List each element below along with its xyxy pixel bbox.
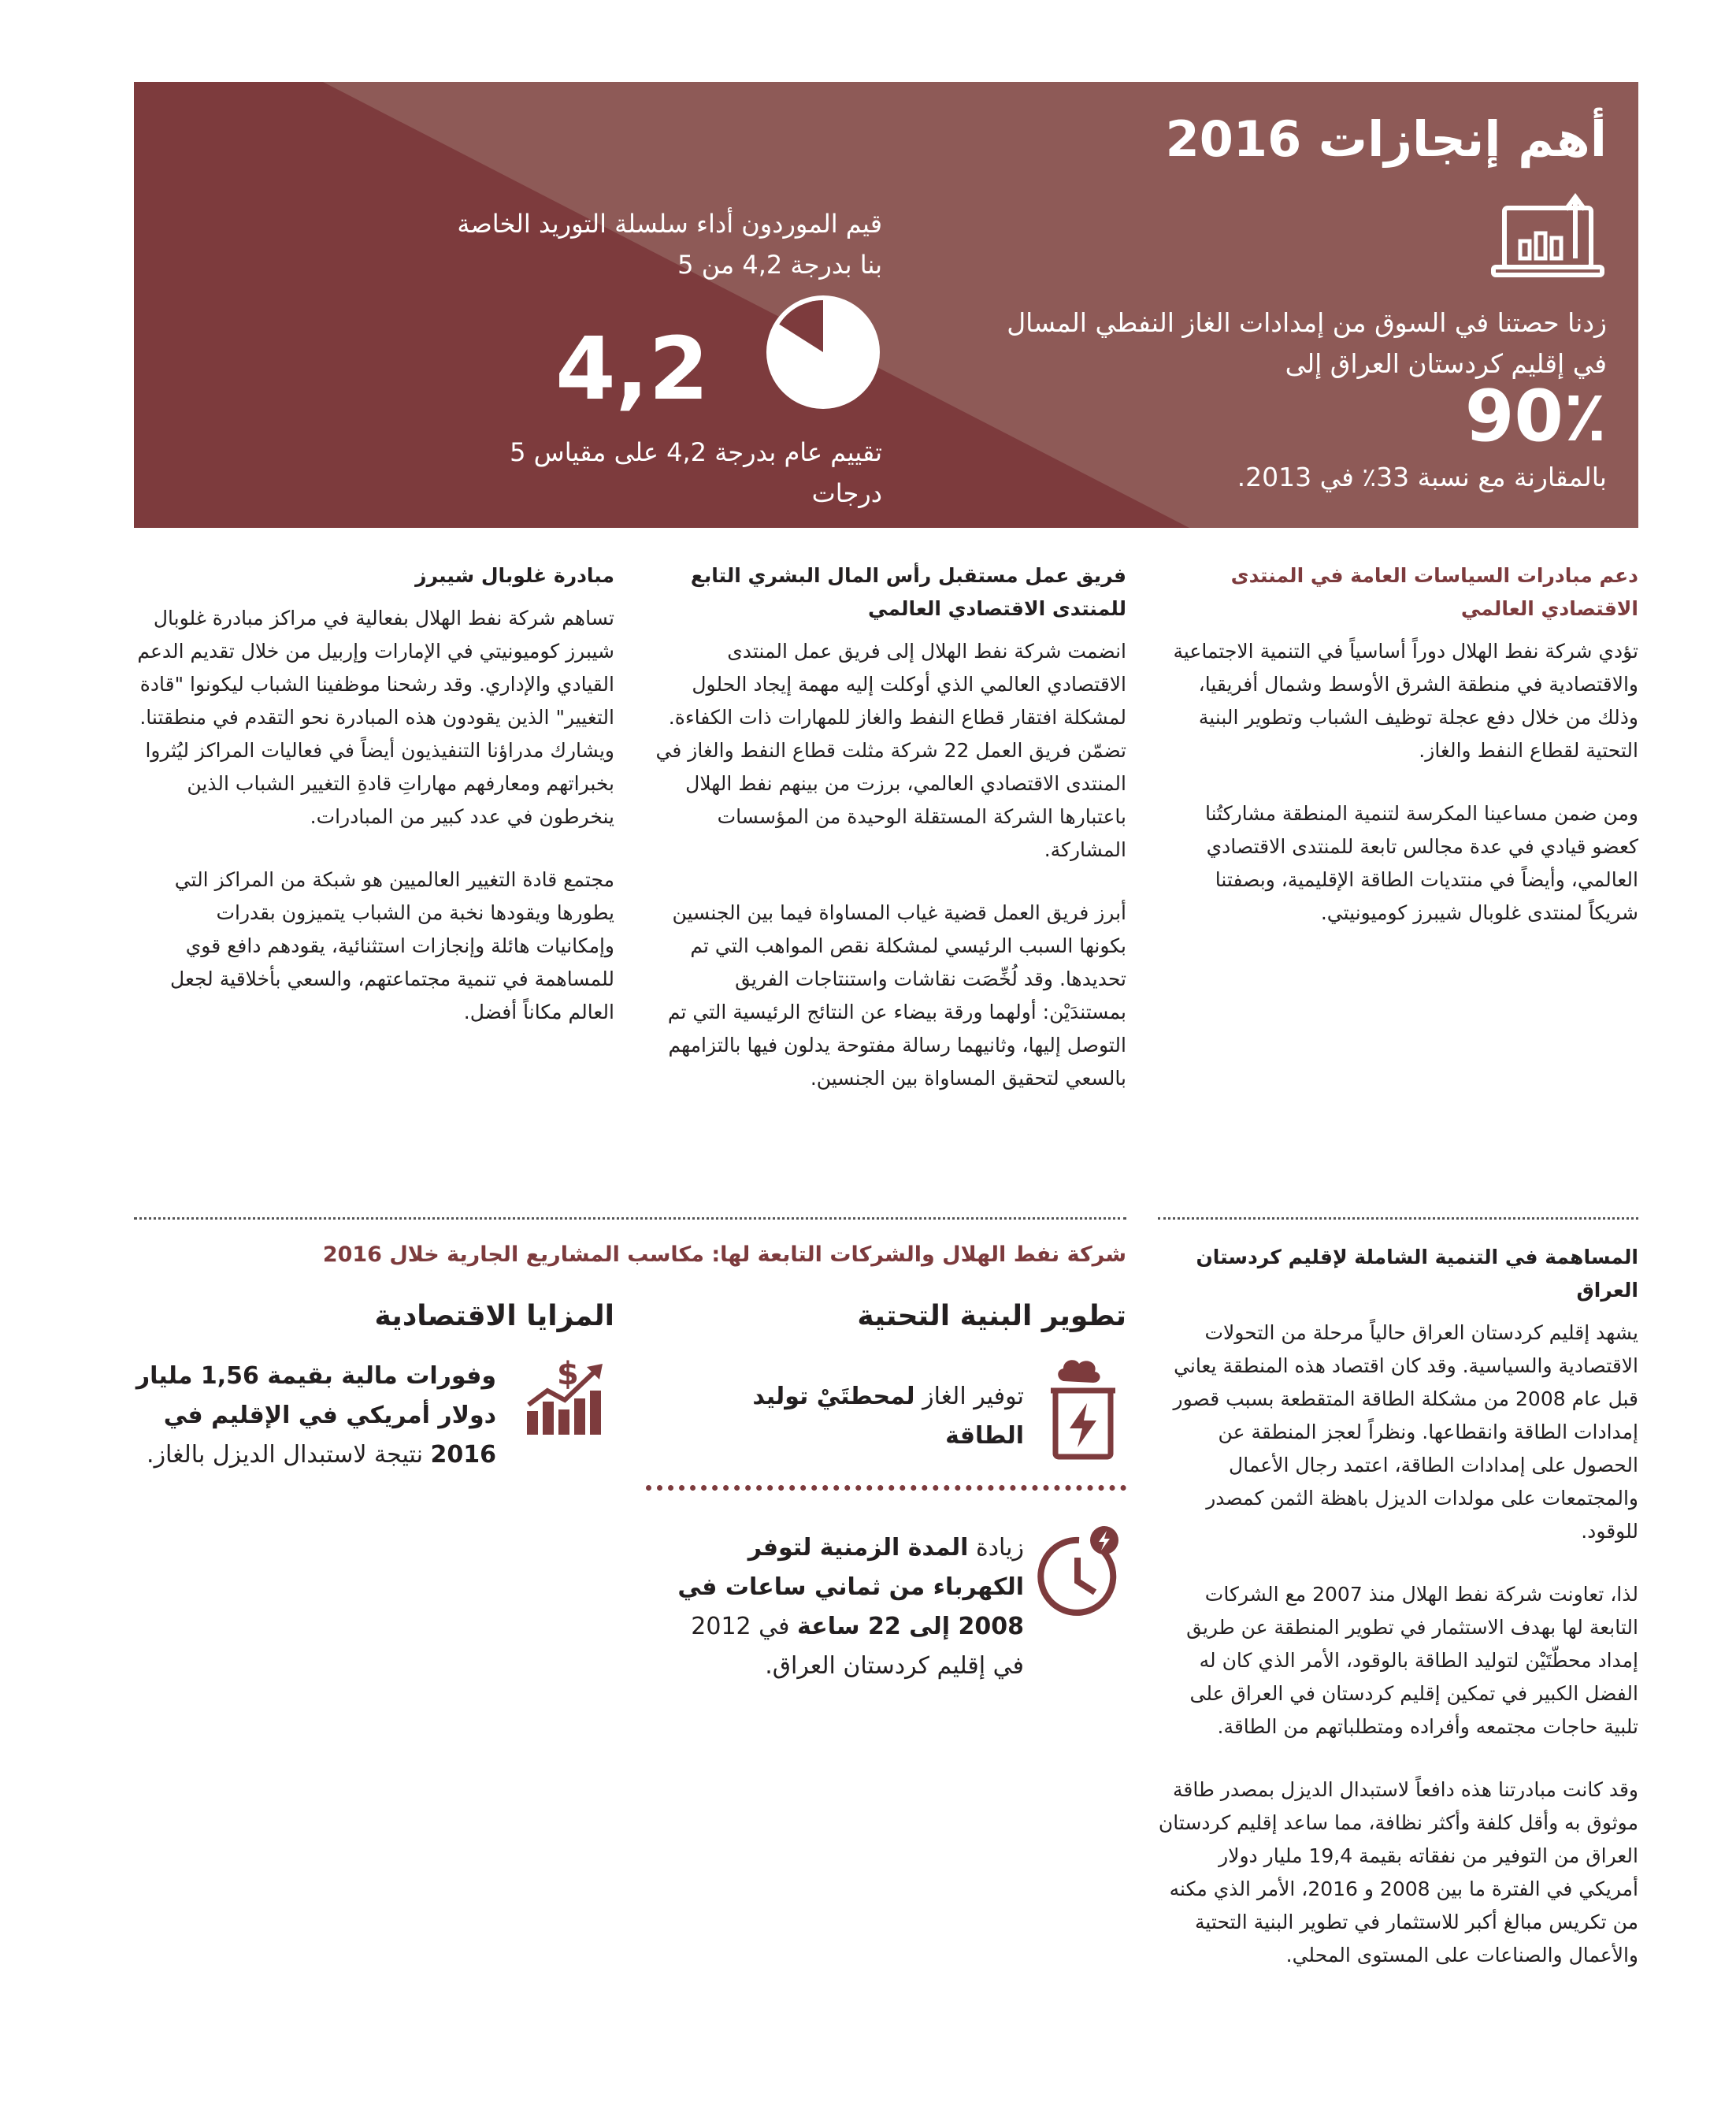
- electricity-hours-a: زيادة: [968, 1534, 1024, 1562]
- global-shapers-paragraph-2: مجتمع قادة التغيير العالميين هو شبكة من المراكز التي يطورها ويقودها نخبة من الشباب يتميزون بقدرات وإمكانيات هائلة وإنجازات استثنائية، يقودهم دافع قوي للمساهمة في تنمية مجتماعتهم، والسعي بأخلاقية لجعل العالم مكاناً أفضل.: [170, 868, 614, 1023]
- forum-support-section: [1166, 559, 1638, 960]
- kurdistan-paragraph-2: لذا، تعاونت شركة نفط الهلال منذ 2007 مع الشركات التابعة لها بهدف الاستثمار في تطوير المنطقة عن طريق إمداد محطّتَيْن لتوليد الطاقة بالوقود، الأمر الذي كان له الفضل الكبير في تمكين إقليم كردستان في العراق على تلبية حاجات مجتمعه وأفراده ومتطلباتهم من الطاقة.: [1186, 1583, 1638, 1738]
- electricity-hours-c: في 2012 في إقليم كردستان العراق.: [691, 1613, 1024, 1680]
- kurdistan-paragraph-1: يشهد إقليم كردستان العراق حالياً مرحلة من التحولات الاقتصادية والسياسية. وقد كان اقتصاد هذه المنطقة يعاني قبل عام 2008 من مشكلة الطاقة المتقطعة بسبب قصور إمدادات الطاقة وانقطاعها. ونظراً لعجز المنطقة عن الحصول على إمدادات الطاقة، اعتمد رجال الأعمال والمجتمعات على مولدات الديزل باهظة الثمن كمصدر للوقود.: [1173, 1321, 1638, 1543]
- hero-title: أهم إنجازات 2016: [1165, 110, 1607, 168]
- gas-supply-feature: [693, 1377, 1024, 1456]
- savings-bold: وفورات مالية بقيمة 1,56 مليار دولار أمريكي في الإقليم في 2016: [135, 1362, 496, 1469]
- dollar-growth-chart-icon: [524, 1359, 614, 1438]
- gas-supply-bold: لمحطتَيْ توليد الطاقة: [752, 1383, 1024, 1450]
- forum-support-paragraph-2: ومن ضمن مساعينا المكرسة لتنمية المنطقة مشاركتُنا كعضو قيادي في عدة مجالس تابعة للمنتدى الاقتصادي العالمي، وأيضاً في منتديات الطاقة الإقليمية، وبصفتنا شريكاً لمنتدى غلوبال شيبرز كوميونيتي.: [1205, 802, 1638, 924]
- kurdistan-heading: المساهمة في التنمية الشاملة لإقليم كردستان العراق: [1196, 1246, 1638, 1302]
- section-divider-left: [134, 1217, 1126, 1220]
- hero-banner: [134, 82, 1638, 528]
- power-plant-icon: [1040, 1351, 1126, 1461]
- clock-power-icon: [1032, 1525, 1126, 1619]
- projects-title: شركة نفط الهلال والشركات التابعة لها: مكاسب المشاريع الجارية خلال 2016: [322, 1242, 1126, 1267]
- task-force-section: [654, 559, 1126, 1125]
- global-shapers-heading: مبادرة غلوبال شيبرز: [415, 564, 614, 587]
- gas-supply-prefix: توفير الغاز: [914, 1383, 1024, 1410]
- global-shapers-section: [134, 559, 614, 1059]
- supplier-rating-text: قيم الموردون أداء سلسلة التوريد الخاصة بنا بدرجة 4,2 من 5: [457, 209, 882, 280]
- electricity-hours-feature: [654, 1528, 1024, 1686]
- savings-rest: نتيجة لاستبدال الديزل بالغاز.: [147, 1441, 431, 1469]
- savings-feature: [134, 1357, 496, 1475]
- kurdistan-paragraph-3: وقد كانت مبادرتنا هذه دافعاً لاستبدال الديزل بمصدر طاقة موثوق به وأقل كلفة وأكثر نظافة، مما ساعد إقليم كردستان العراق من التوفير من نفقاته بقيمة 19,4 مليار دولار أمريكي في الفترة ما بين 2008 و 2016، الأمر الذي مكنه من تكريس مبالغ أكبر للاستثمار في تطوير البنية التحتية والأعمال والصناعات على المستوى المحلي.: [1158, 1778, 1638, 1966]
- task-force-paragraph-2: أبرز فريق العمل قضية غياب المساواة فيما بين الجنسين بكونها السبب الرئيسي لمشكلة نقص المواهب التي تم تحديدها. وقد لُخِّصَت نقاشات واستنتاجات الفريق بمستندَيْن: أولهما ورقة بيضاء عن النتائج الرئيسية التي تم التوصل إليها، وثانيهما رسالة مفتوحة يدلون فيها بالتزامهم بالسعي لتحقيق المساواة بين الجنسين.: [667, 901, 1126, 1090]
- infrastructure-heading: تطوير البنية التحتية: [857, 1300, 1126, 1332]
- market-share-value: 90٪: [1464, 375, 1607, 458]
- task-force-heading: فريق عمل مستقبل رأس المال البشري التابع للمنتدى الاقتصادي العالمي: [690, 564, 1126, 620]
- market-share-text: زدنا حصتنا في السوق من إمدادات الغاز النفطي المسال في إقليم كردستان العراق إلى: [1007, 307, 1607, 379]
- global-shapers-paragraph-1: تساهم شركة نفط الهلال بفعالية في مراكز مبادرة غلوبال شيبرز كوميونيتي في الإمارات وإربيل من خلال تقديم الدعم القيادي والإداري. وقد رشحنا موظفينا الشباب ليكونوا "قادة التغيير" الذين يقودون هذه المبادرة نحو التقدم في منطقتنا. ويشارك مدراؤنا التنفيذيون أيضاً في فعاليات المراكز ليُثروا بخبراتهم ومعارفهم مهاراتِ قادةِ التغيير الشباب الذين ينخرطون في عدد كبير من المبادرات.: [137, 607, 614, 828]
- kurdistan-development-section: [1158, 1241, 1638, 2002]
- electricity-hours-b: المدة الزمنية لتوفر الكهرباء من ثماني ساعات في 2008 إلى 22 ساعة: [677, 1534, 1024, 1640]
- forum-support-heading: دعم مبادرات السياسات العامة في المنتدى الاقتصادي العالمي: [1230, 564, 1638, 620]
- forum-support-paragraph-1: تؤدي شركة نفط الهلال دوراً أساسياً في التنمية الاجتماعية والاقتصادية في منطقة الشرق الأوسط وشمال أفريقيا، وذلك من خلال دفع عجلة توظيف الشباب وتطوير البنية التحتية لقطاع النفط والغاز.: [1173, 640, 1638, 762]
- overall-rating-text: تقييم عام بدرجة 4,2 على مقياس 5 درجات: [510, 437, 882, 508]
- section-divider-right: [1158, 1217, 1638, 1220]
- score-value: 4,2: [555, 318, 709, 419]
- pie-chart-icon: [764, 293, 882, 411]
- market-share-comparison: بالمقارنة مع نسبة 33٪ في 2013.: [1237, 462, 1607, 492]
- svg-text:$: $: [557, 1359, 579, 1392]
- task-force-paragraph-1: انضمت شركة نفط الهلال إلى فريق عمل المنتدى الاقتصادي العالمي الذي أوكلت إليه مهمة إيجاد الحلول لمشكلة افتقار قطاع النفط والغاز للمهارات ذات الكفاءة. تضمّن فريق العمل 22 شركة مثلت قطاع النفط والغاز في المنتدى الاقتصادي العالمي، برزت من بينهم نفط الهلال باعتبارها الشركة المستقلة الوحيدة من المؤسسات المشاركة.: [655, 640, 1126, 861]
- economic-benefits-heading: المزايا الاقتصادية: [374, 1300, 614, 1332]
- laptop-chart-icon: [1489, 192, 1607, 287]
- feature-dotted-divider: [646, 1485, 1126, 1491]
